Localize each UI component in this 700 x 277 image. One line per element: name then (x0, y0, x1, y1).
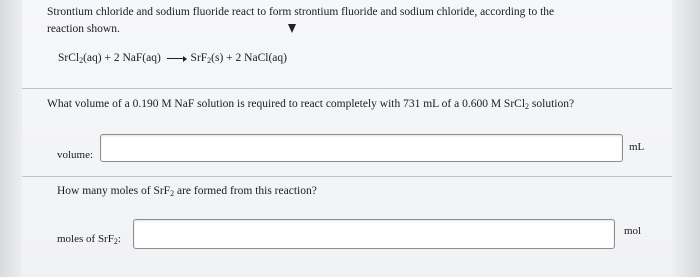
mouse-cursor-icon (288, 24, 296, 33)
right-border (672, 0, 700, 277)
volume-input[interactable] (100, 134, 623, 162)
product-formula: SrF (190, 52, 208, 64)
volume-unit: mL (629, 141, 645, 153)
product-subscript: 2 (207, 56, 212, 65)
reaction-equation (58, 52, 287, 65)
question-2-text-b: are formed from this reaction? (174, 185, 317, 197)
volume-label: volume: (57, 149, 94, 161)
question-2-text-a: How many moles of SrF (57, 185, 171, 197)
divider (22, 88, 672, 89)
moles-input[interactable] (133, 219, 615, 249)
moles-label-text: moles of SrF (57, 233, 114, 245)
left-border (0, 0, 22, 277)
intro-line-1: Strontium chloride and sodium fluoride react to form strontium fluoride and sodium chloride, according to the (47, 6, 555, 18)
product-rest: (s) + 2 NaCl(aq) (211, 52, 287, 64)
question-2-subscript: 2 (170, 189, 175, 198)
moles-label-subscript: 2 (113, 237, 118, 246)
question-2-text (57, 185, 317, 198)
reactant-formula: SrCl (58, 52, 80, 64)
question-1-text-b: solution? (529, 98, 575, 110)
reaction-arrow-icon (167, 58, 185, 59)
problem-intro (47, 4, 607, 38)
moles-label (57, 233, 121, 246)
moles-label-colon: : (117, 233, 121, 245)
reactant-rest: (aq) + 2 NaF(aq) (83, 52, 161, 64)
divider (22, 176, 672, 177)
intro-line-2: reaction shown. (47, 23, 120, 35)
question-1-text (47, 98, 647, 111)
question-1-subscript: 2 (525, 102, 530, 111)
question-1-text-a: What volume of a 0.190 M NaF solution is required to react completely with 731 mL of a 0.600 M SrCl (47, 98, 526, 110)
reactant-subscript: 2 (79, 56, 84, 65)
moles-unit: mol (624, 225, 642, 237)
